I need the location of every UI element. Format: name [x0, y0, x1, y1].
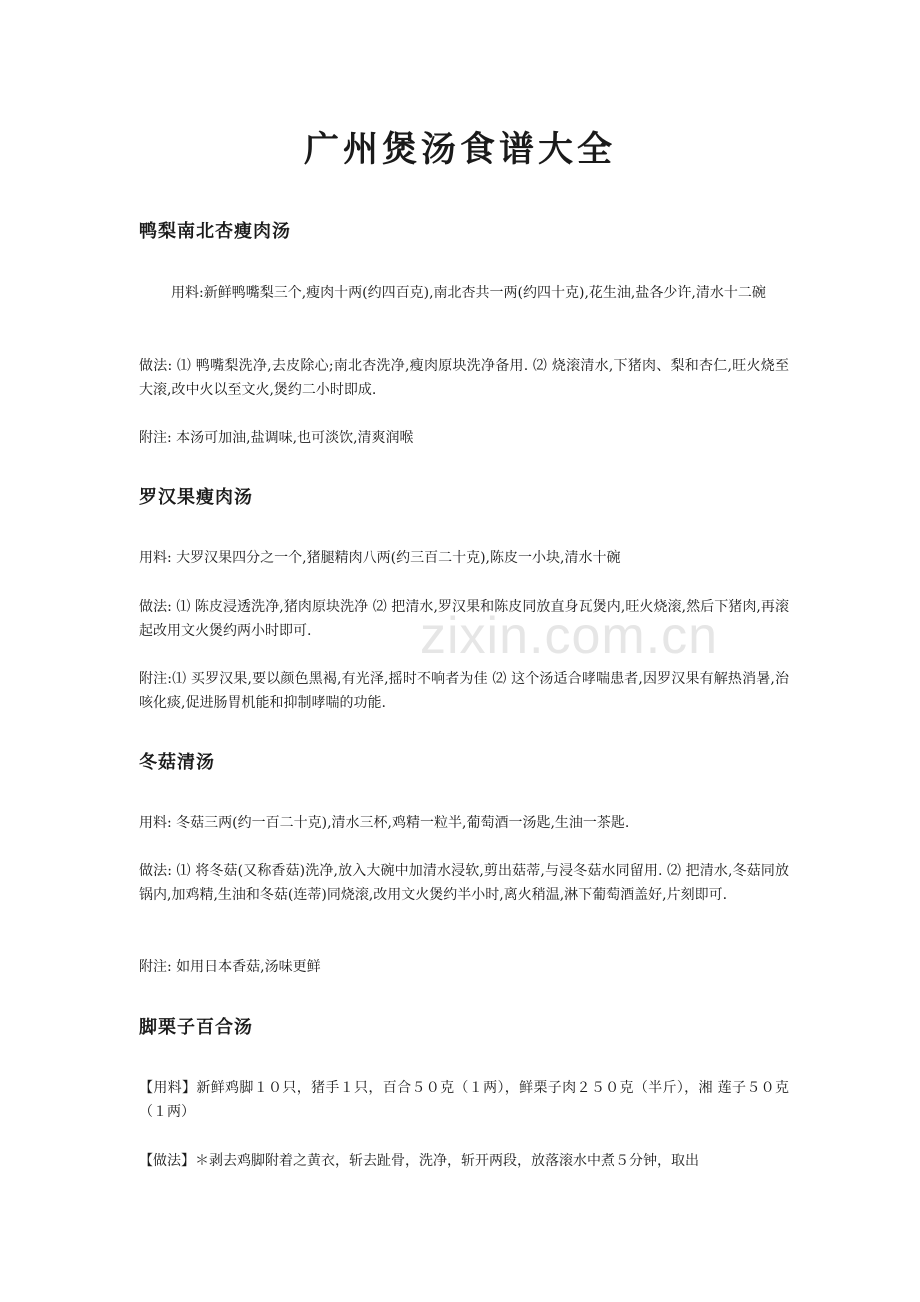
section-heading: 脚栗子百合汤 — [139, 1017, 253, 1038]
method-paragraph: 做法: ⑴ 鸭嘴梨洗净,去皮除心;南北杏洗净,瘦肉原块洗净备用. ⑵ 烧滚清水,下猪肉、梨和杏仁,旺火烧至大滚,改中火以至文火,煲约二小时即成. — [139, 358, 789, 398]
note-paragraph: 附注: 如用日本香菇,汤味更鲜 — [139, 959, 321, 975]
note-paragraph: 附注: 本汤可加油,盐调味,也可淡饮,清爽润喉 — [139, 430, 414, 446]
ingredients-paragraph: 用料:新鲜鸭嘴梨三个,瘦肉十两(约四百克),南北杏共一两(约四十克),花生油,盐各少许,清水十二碗 — [171, 285, 766, 301]
method-paragraph: 【做法】＊剥去鸡脚附着之黄衣，斩去趾骨，洗净，斩开两段，放落滚水中煮５分钟，取出 — [139, 1153, 699, 1169]
method-paragraph: 做法: ⑴ 将冬菇(又称香菇)洗净,放入大碗中加清水浸软,剪出菇蒂,与浸冬菇水同留用. ⑵ 把清水,冬菇同放锅内,加鸡精,生油和冬菇(连蒂)同烧滚,改用文火煲约半小时,离火稍温,淋下葡萄酒盖好,片刻即可. — [139, 863, 789, 903]
ingredients-paragraph: 【用料】新鲜鸡脚１０只，猪手１只，百合５０克（１两），鲜栗子肉２５０克（半斤），湘 莲子５０克（１两） — [139, 1080, 789, 1120]
section-heading: 冬菇清汤 — [139, 752, 215, 773]
ingredients-paragraph: 用料: 大罗汉果四分之一个,猪腿精肉八两(约三百二十克),陈皮一小块,清水十碗 — [139, 550, 621, 566]
document-title: 广州煲汤食谱大全 — [303, 129, 616, 170]
watermark: zixin.com.cn — [420, 607, 719, 665]
method-paragraph: 做法: ⑴ 陈皮浸透洗净,猪肉原块洗净 ⑵ 把清水,罗汉果和陈皮同放直身瓦煲内,旺火烧滚,然后下猪肉,再滚起改用文火煲约两小时即可. — [139, 599, 789, 639]
note-paragraph: 附注:⑴ 买罗汉果,要以颜色黑褐,有光泽,摇时不响者为佳 ⑵ 这个汤适合哮喘患者,因罗汉果有解热消暑,治咳化痰,促进肠胃机能和抑制哮喘的功能. — [139, 671, 789, 711]
section-heading: 罗汉果瘦肉汤 — [139, 487, 253, 508]
section-heading: 鸭梨南北杏瘦肉汤 — [139, 221, 291, 242]
ingredients-paragraph: 用料: 冬菇三两(约一百二十克),清水三杯,鸡精一粒半,葡萄酒一汤匙,生油一茶匙. — [139, 815, 630, 831]
